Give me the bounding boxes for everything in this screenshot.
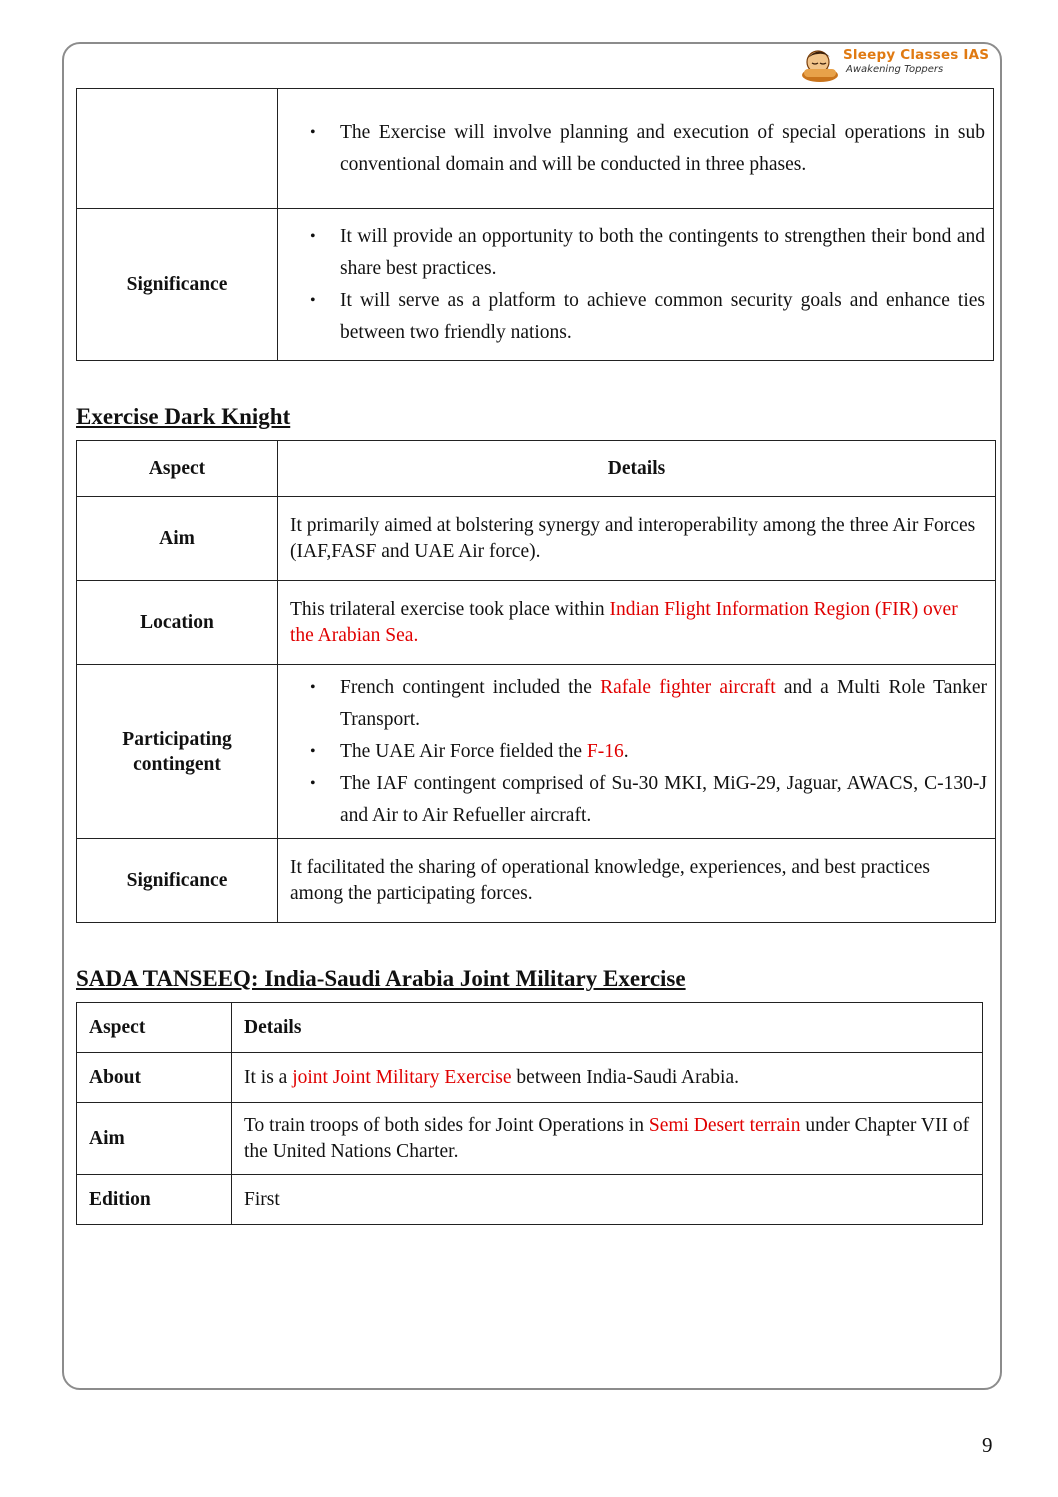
text-span: between India-Saudi Arabia.: [511, 1066, 739, 1088]
row-label: Aim: [77, 1103, 232, 1175]
row-details: [278, 209, 994, 361]
dark-knight-table: [76, 440, 996, 923]
sleeping-mascot-icon: [800, 45, 840, 83]
column-header-aspect: Aspect: [77, 1003, 232, 1053]
aim-text: [232, 1113, 982, 1165]
table-row: [77, 1175, 983, 1225]
row-label: About: [77, 1053, 232, 1103]
row-details: [232, 1103, 983, 1175]
brand-logo: [800, 45, 998, 85]
table-row: [77, 209, 994, 361]
text-span: To train troops of both sides for Joint Operations in: [244, 1114, 649, 1136]
text-span: The UAE Air Force fielded the: [340, 740, 587, 762]
text-span: French contingent included the: [340, 676, 601, 698]
text-span: and a Multi Role Tanker Transport.: [340, 676, 987, 730]
section-heading: Exercise Dark Knight: [76, 404, 291, 429]
row-label: [77, 89, 278, 209]
highlighted-text: joint Joint Military Exercise: [292, 1066, 512, 1088]
row-details: [232, 1175, 983, 1225]
row-details: [232, 1053, 983, 1103]
list-item: [278, 736, 995, 768]
column-header-aspect: Aspect: [77, 441, 278, 497]
column-header-details: Details: [232, 1003, 983, 1053]
text-span: This trilateral exercise took place within: [290, 598, 610, 620]
row-label: Aim: [77, 497, 278, 581]
row-label: Location: [77, 581, 278, 665]
row-label: Significance: [77, 839, 278, 923]
list-item: • The Exercise will involve planning and execution of special operations in sub conventional domain and will be conducted in three phases.: [278, 117, 993, 181]
brand-tagline: Awakening Toppers: [846, 64, 944, 75]
highlighted-text: Indian Flight Information Region (FIR) over the Arabian Sea.: [290, 598, 958, 646]
row-label: Edition: [77, 1175, 232, 1225]
column-header-details: Details: [278, 441, 996, 497]
row-label: Significance: [77, 209, 278, 361]
row-details: [278, 665, 996, 839]
table-header-row: [77, 1003, 983, 1053]
highlighted-text: Rafale fighter aircraft: [600, 676, 776, 698]
table-row: [77, 497, 996, 581]
list-item: • It will serve as a platform to achieve common security goals and enhance ties between two friendly nations.: [278, 285, 993, 349]
highlighted-text: Semi Desert terrain: [648, 1114, 801, 1136]
brand-name: Sleepy Classes IAS: [843, 47, 990, 63]
table-row: [77, 581, 996, 665]
list-item: • The IAF contingent comprised of Su-30 MKI, MiG-29, Jaguar, AWACS, C-130-J and Air to Air Refueller aircraft.: [278, 768, 995, 832]
text-span: .: [623, 740, 629, 762]
row-details: [278, 497, 996, 581]
edition-value: First: [244, 1188, 280, 1210]
location-text: [278, 597, 995, 649]
significance-text: It facilitated the sharing of operational knowledge, experiences, and best practices among the participating forces.: [290, 856, 930, 904]
list-item: [278, 672, 995, 736]
continued-exercise-table: [76, 88, 994, 361]
text-span: It is a: [244, 1066, 293, 1088]
table-row: [77, 1053, 983, 1103]
row-details: [278, 89, 994, 209]
row-details: [278, 839, 996, 923]
highlighted-text: F-16: [586, 740, 624, 762]
table-row: [77, 89, 994, 209]
row-details: [278, 581, 996, 665]
table-row: [77, 665, 996, 839]
about-text: [232, 1065, 982, 1091]
text-span: under Chapter VII of the United Nations Charter.: [244, 1114, 970, 1162]
table-row: [77, 1103, 983, 1175]
table-row: [77, 839, 996, 923]
page-number: 9: [982, 1433, 993, 1457]
sada-tanseeq-table: [76, 1002, 983, 1225]
list-item: • It will provide an opportunity to both the contingents to strengthen their bond and share best practices.: [278, 221, 993, 285]
row-label: Participating contingent: [77, 665, 278, 839]
aim-text: It primarily aimed at bolstering synergy and interoperability among the three Air Forces (IAF,FASF and UAE Air force).: [290, 514, 976, 562]
table-header-row: [77, 441, 996, 497]
section-heading: SADA TANSEEQ: India-Saudi Arabia Joint Military Exercise: [76, 966, 686, 991]
